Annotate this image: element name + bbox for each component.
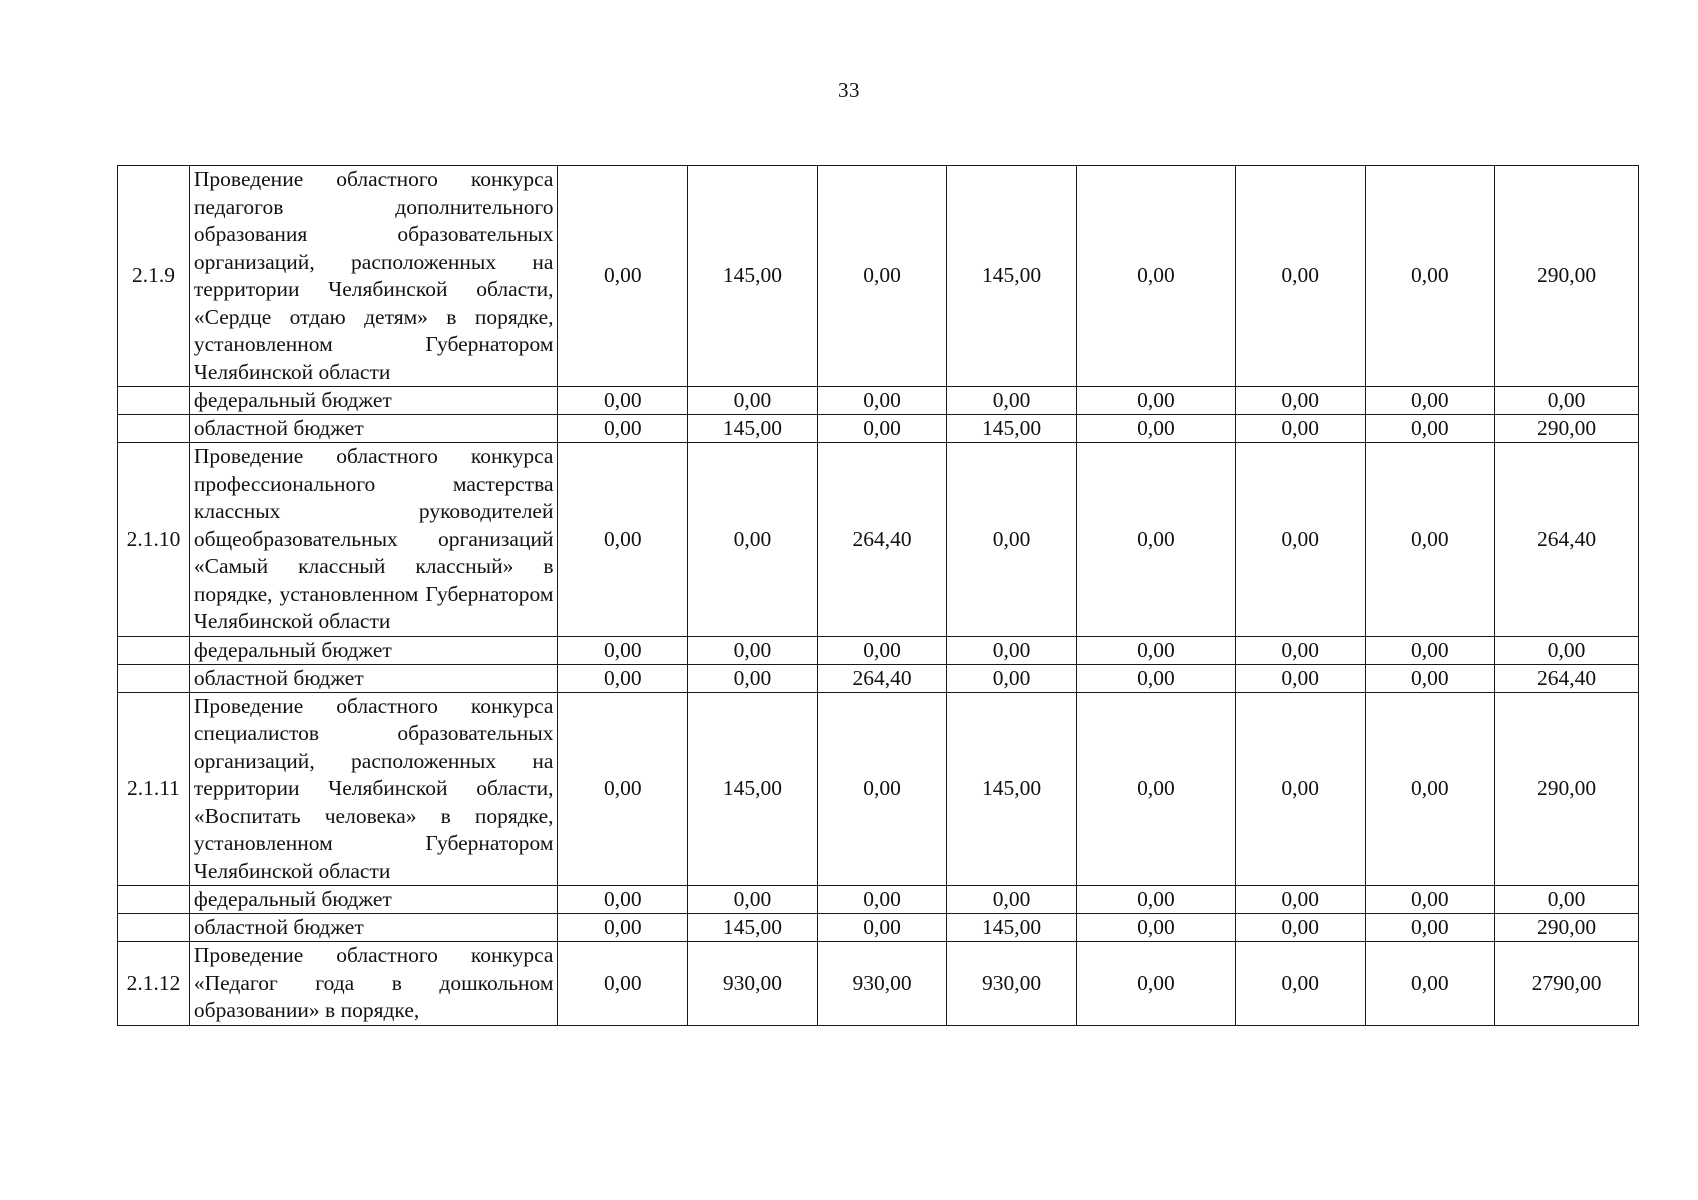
year-value: 0,00 (947, 664, 1077, 692)
activity-description: Проведение областного конкурса «Педагог года в дошкольном образовании» в порядке, (189, 942, 558, 1026)
budget-source-label: областной бюджет (189, 415, 558, 443)
year-value: 0,00 (947, 636, 1077, 664)
year-value: 0,00 (817, 914, 947, 942)
row-number: 2.1.10 (118, 443, 190, 637)
year-value: 264,40 (817, 664, 947, 692)
year-value: 0,00 (1076, 443, 1235, 637)
year-value: 0,00 (688, 387, 818, 415)
table-row-budget-source (118, 664, 1639, 692)
year-value: 0,00 (688, 886, 818, 914)
year-value: 0,00 (1365, 166, 1495, 387)
budget-source-label: федеральный бюджет (189, 387, 558, 415)
year-value: 145,00 (947, 166, 1077, 387)
table-row-budget-source (118, 387, 1639, 415)
year-value: 0,00 (558, 664, 688, 692)
row-number: 2.1.12 (118, 942, 190, 1026)
year-value: 145,00 (688, 415, 818, 443)
year-value: 0,00 (558, 636, 688, 664)
row-number-empty (118, 664, 190, 692)
row-number: 2.1.11 (118, 692, 190, 886)
year-value: 0,00 (558, 415, 688, 443)
year-value: 930,00 (947, 942, 1077, 1026)
year-value: 0,00 (1076, 166, 1235, 387)
year-value: 0,00 (558, 914, 688, 942)
year-value: 0,00 (1365, 886, 1495, 914)
year-value: 145,00 (947, 692, 1077, 886)
year-value: 930,00 (817, 942, 947, 1026)
year-value: 0,00 (1365, 387, 1495, 415)
year-value: 145,00 (688, 692, 818, 886)
year-value: 0,00 (817, 636, 947, 664)
year-value: 0,00 (1235, 415, 1365, 443)
year-value: 0,00 (1365, 664, 1495, 692)
year-value: 0,00 (947, 886, 1077, 914)
year-value: 0,00 (1076, 387, 1235, 415)
year-value: 0,00 (1235, 443, 1365, 637)
row-number-empty (118, 636, 190, 664)
year-value: 0,00 (1235, 914, 1365, 942)
budget-source-label: областной бюджет (189, 914, 558, 942)
total-value: 264,40 (1495, 443, 1639, 637)
year-value: 0,00 (688, 636, 818, 664)
year-value: 264,40 (817, 443, 947, 637)
total-value: 0,00 (1495, 387, 1639, 415)
page-number: 33 (838, 78, 860, 102)
activity-description: Проведение областного конкурса профессионального мастерства классных руководителей общеобразовательных организаций «Самый классный классный» в порядке, установленном Губернатором Челябинской области (189, 443, 558, 637)
budget-source-label: федеральный бюджет (189, 886, 558, 914)
activity-description: Проведение областного конкурса специалистов образовательных организаций, расположенных на территории Челябинской области, «Воспитать человека» в порядке, установленном Губернатором Челябинской области (189, 692, 558, 886)
table-row-activity (118, 942, 1639, 1026)
year-value: 0,00 (1076, 664, 1235, 692)
year-value: 0,00 (688, 664, 818, 692)
year-value: 0,00 (688, 443, 818, 637)
year-value: 0,00 (558, 166, 688, 387)
table-row-budget-source (118, 886, 1639, 914)
year-value: 0,00 (1235, 387, 1365, 415)
year-value: 0,00 (1235, 886, 1365, 914)
year-value: 0,00 (1076, 886, 1235, 914)
year-value: 0,00 (817, 387, 947, 415)
year-value: 0,00 (1365, 692, 1495, 886)
year-value: 0,00 (558, 942, 688, 1026)
year-value: 0,00 (817, 886, 947, 914)
total-value: 264,40 (1495, 664, 1639, 692)
year-value: 0,00 (817, 166, 947, 387)
total-value: 0,00 (1495, 636, 1639, 664)
year-value: 0,00 (1365, 942, 1495, 1026)
year-value: 0,00 (1365, 415, 1495, 443)
year-value: 930,00 (688, 942, 818, 1026)
table-row-activity (118, 166, 1639, 387)
year-value: 145,00 (947, 914, 1077, 942)
total-value: 2790,00 (1495, 942, 1639, 1026)
total-value: 290,00 (1495, 415, 1639, 443)
year-value: 0,00 (817, 415, 947, 443)
table-row-activity (118, 443, 1639, 637)
year-value: 0,00 (1076, 942, 1235, 1026)
year-value: 0,00 (1365, 636, 1495, 664)
year-value: 0,00 (947, 387, 1077, 415)
row-number-empty (118, 387, 190, 415)
year-value: 0,00 (1076, 914, 1235, 942)
year-value: 0,00 (1365, 914, 1495, 942)
total-value: 290,00 (1495, 166, 1639, 387)
total-value: 290,00 (1495, 914, 1639, 942)
year-value: 0,00 (1076, 415, 1235, 443)
row-number-empty (118, 415, 190, 443)
year-value: 0,00 (817, 692, 947, 886)
year-value: 145,00 (947, 415, 1077, 443)
year-value: 0,00 (1235, 692, 1365, 886)
year-value: 0,00 (1235, 166, 1365, 387)
year-value: 0,00 (1365, 443, 1495, 637)
row-number-empty (118, 914, 190, 942)
budget-table (117, 165, 1639, 1026)
row-number: 2.1.9 (118, 166, 190, 387)
budget-source-label: областной бюджет (189, 664, 558, 692)
total-value: 0,00 (1495, 886, 1639, 914)
year-value: 0,00 (1076, 636, 1235, 664)
year-value: 0,00 (558, 443, 688, 637)
year-value: 0,00 (1235, 942, 1365, 1026)
year-value: 145,00 (688, 914, 818, 942)
year-value: 0,00 (558, 692, 688, 886)
year-value: 0,00 (1235, 636, 1365, 664)
year-value: 0,00 (558, 886, 688, 914)
table-row-activity (118, 692, 1639, 886)
table-row-budget-source (118, 415, 1639, 443)
year-value: 0,00 (558, 387, 688, 415)
row-number-empty (118, 886, 190, 914)
table-row-budget-source (118, 636, 1639, 664)
year-value: 0,00 (1235, 664, 1365, 692)
table-row-budget-source (118, 914, 1639, 942)
budget-table-body (118, 166, 1639, 1026)
year-value: 145,00 (688, 166, 818, 387)
total-value: 290,00 (1495, 692, 1639, 886)
year-value: 0,00 (1076, 692, 1235, 886)
budget-source-label: федеральный бюджет (189, 636, 558, 664)
year-value: 0,00 (947, 443, 1077, 637)
activity-description: Проведение областного конкурса педагогов дополнительного образования образовательных организаций, расположенных на территории Челябинской области, «Сердце отдаю детям» в порядке, установленном Губернатором Челябинской области (189, 166, 558, 387)
